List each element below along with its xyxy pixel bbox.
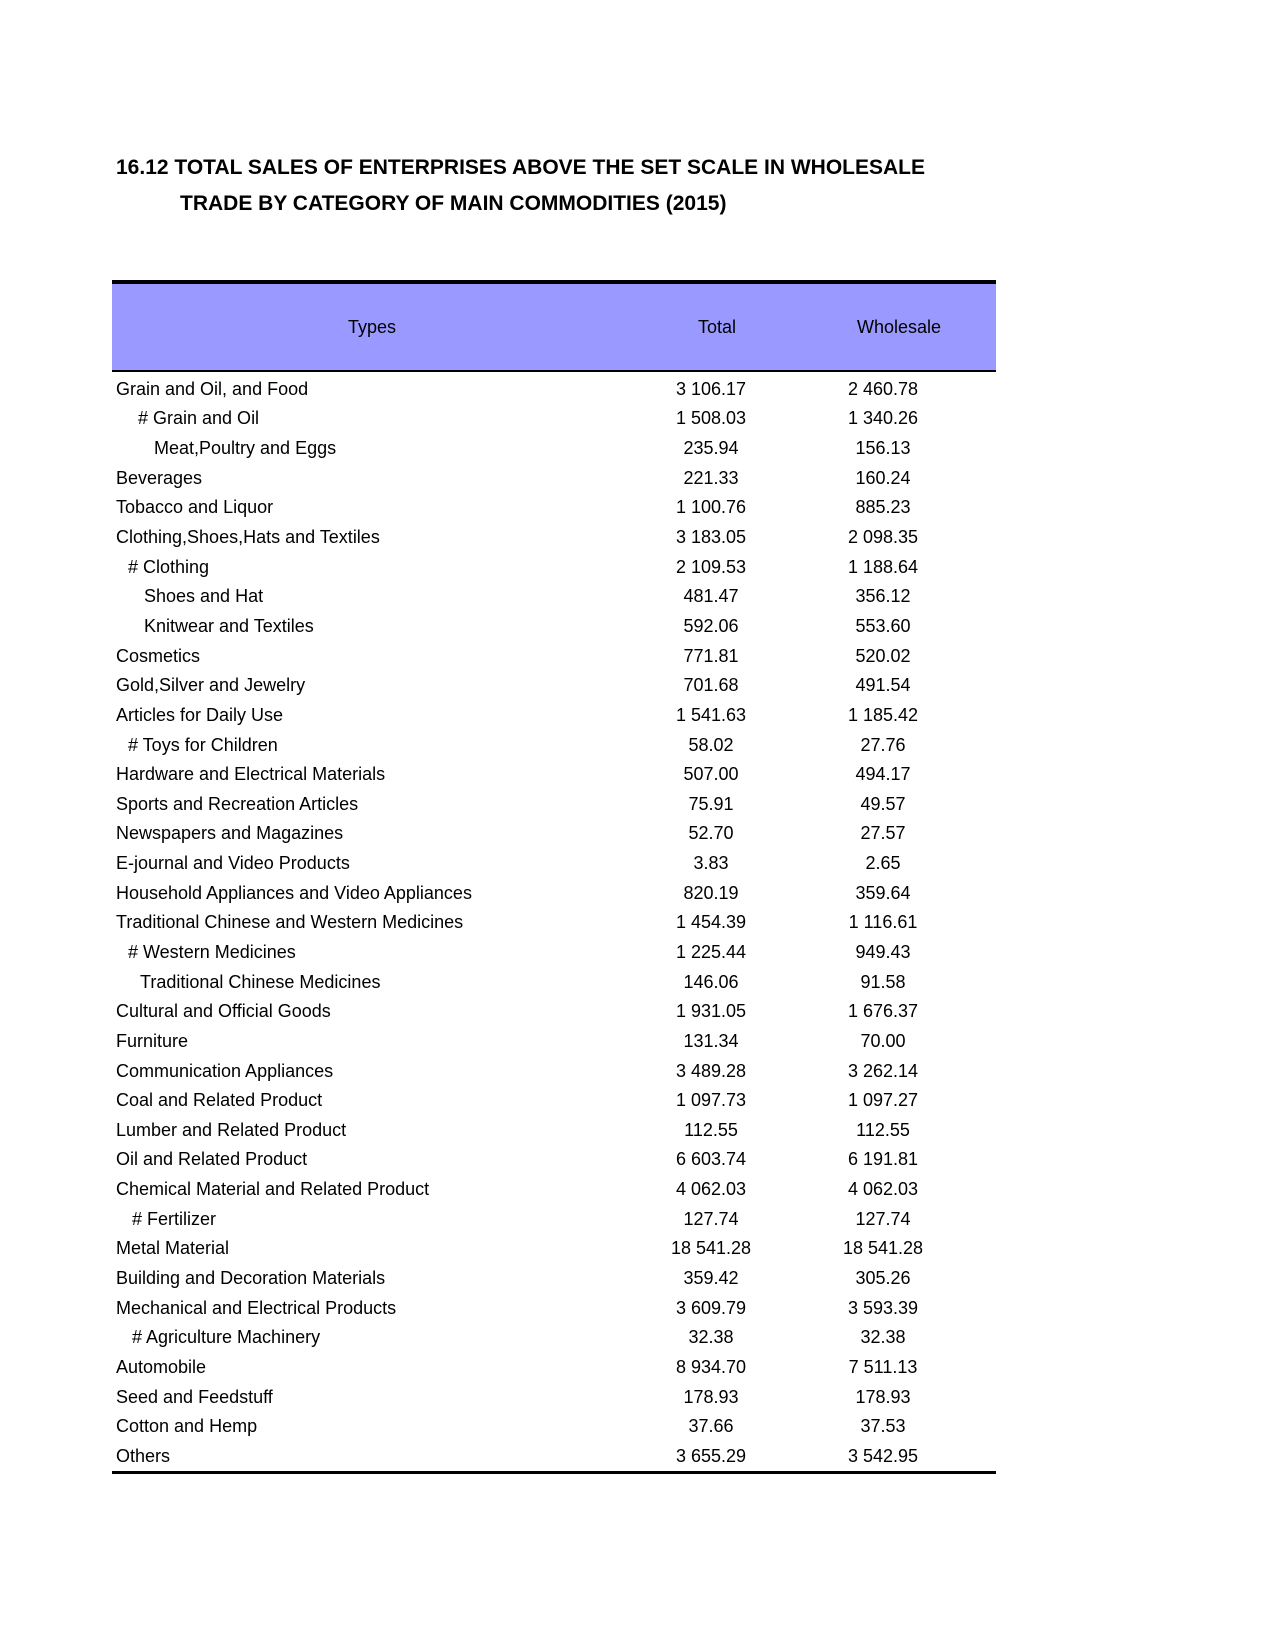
row-type: Articles for Daily Use [116, 704, 284, 725]
row-total: 52.70 [688, 823, 734, 844]
row-type: Tobacco and Liquor [116, 497, 274, 518]
row-type: Building and Decoration Materials [116, 1268, 386, 1289]
row-type: # Agriculture Machinery [132, 1327, 321, 1348]
row-total: 146.06 [683, 971, 739, 992]
row-total: 235.94 [683, 438, 739, 459]
row-type: Cultural and Official Goods [116, 1001, 331, 1022]
row-type: Oil and Related Product [116, 1149, 308, 1170]
table-row [112, 1174, 996, 1204]
row-wholesale: 178.93 [855, 1386, 911, 1407]
table-body [112, 371, 996, 1472]
table-row [112, 819, 996, 849]
table-row [112, 463, 996, 493]
row-wholesale: 18 541.28 [842, 1238, 924, 1259]
row-type: # Toys for Children [128, 734, 278, 755]
row-total: 507.00 [683, 764, 739, 785]
header-wholesale: Wholesale [802, 282, 996, 371]
row-type: Meat,Poultry and Eggs [154, 438, 337, 459]
row-total: 771.81 [683, 645, 739, 666]
row-type: Knitwear and Textiles [144, 615, 314, 636]
row-type: Coal and Related Product [116, 1090, 323, 1111]
table-row [112, 1263, 996, 1293]
table-row [112, 1441, 996, 1472]
row-type: Furniture [116, 1030, 189, 1051]
row-total: 481.47 [683, 586, 739, 607]
row-type: Hardware and Electrical Materials [116, 764, 386, 785]
row-wholesale: 1 116.61 [848, 912, 918, 933]
row-type: Metal Material [116, 1238, 230, 1259]
row-wholesale: 7 511.13 [848, 1356, 918, 1377]
table-row [112, 908, 996, 938]
row-type: Seed and Feedstuff [116, 1386, 273, 1407]
table-row [112, 581, 996, 611]
row-total: 1 100.76 [675, 497, 747, 518]
row-wholesale: 70.00 [860, 1030, 906, 1051]
row-type: Communication Appliances [116, 1060, 334, 1081]
table-row [112, 371, 996, 404]
row-type: Others [112, 1441, 632, 1472]
row-total: 1 508.03 [675, 408, 747, 429]
row-total: 58.02 [688, 734, 734, 755]
row-wholesale: 1 188.64 [847, 556, 919, 577]
row-wholesale: 1 185.42 [847, 704, 919, 725]
row-total: 820.19 [683, 882, 739, 903]
row-wholesale: 127.74 [855, 1208, 911, 1229]
table-row [112, 641, 996, 671]
row-total: 3 106.17 [675, 378, 747, 399]
row-type: Cosmetics [116, 645, 201, 666]
title-line-2: TRADE BY CATEGORY OF MAIN COMMODITIES (2015) [180, 192, 727, 215]
row-total: 37.66 [688, 1416, 734, 1437]
row-total: 131.34 [683, 1030, 739, 1051]
row-wholesale: 6 191.81 [847, 1149, 919, 1170]
row-wholesale: 27.76 [860, 734, 906, 755]
row-type: Lumber and Related Product [116, 1119, 347, 1140]
row-type: Household Appliances and Video Appliances [116, 882, 472, 903]
row-wholesale: 553.60 [855, 615, 911, 636]
table-row [112, 848, 996, 878]
table-row [112, 996, 996, 1026]
header-total: Total [632, 282, 802, 371]
table-row [112, 1323, 996, 1353]
row-wholesale: 1 340.26 [847, 408, 919, 429]
row-wholesale: 2 460.78 [847, 378, 919, 399]
table-row [112, 1115, 996, 1145]
row-total: 3 183.05 [675, 527, 747, 548]
row-type: # Grain and Oil [138, 408, 260, 429]
row-wholesale: 491.54 [855, 675, 911, 696]
row-total: 18 541.28 [670, 1238, 752, 1259]
row-total: 3 489.28 [675, 1060, 747, 1081]
row-wholesale: 520.02 [855, 645, 911, 666]
title-line-1: 16.12 TOTAL SALES OF ENTERPRISES ABOVE THE SET SCALE IN WHOLESALE [116, 156, 926, 179]
row-total: 1 225.44 [675, 941, 747, 962]
row-total: 359.42 [683, 1268, 739, 1289]
row-type: Chemical Material and Related Product [116, 1179, 430, 1200]
row-total: 2 109.53 [675, 556, 747, 577]
row-total: 75.91 [688, 793, 734, 814]
table-row [112, 789, 996, 819]
row-total: 701.68 [683, 675, 739, 696]
row-type: Grain and Oil, and Food [116, 378, 309, 399]
table-row [112, 1026, 996, 1056]
row-type: Traditional Chinese Medicines [140, 971, 381, 992]
sales-table-container [112, 280, 996, 1474]
row-wholesale: 112.55 [856, 1119, 910, 1140]
table-row [112, 1145, 996, 1175]
row-type: # Fertilizer [132, 1208, 217, 1229]
row-total: 32.38 [688, 1327, 734, 1348]
table-row [112, 433, 996, 463]
table-row [112, 404, 996, 434]
table-row [112, 878, 996, 908]
row-wholesale: 885.23 [855, 497, 911, 518]
row-type: Traditional Chinese and Western Medicines [116, 912, 464, 933]
row-type: Automobile [116, 1356, 207, 1377]
table-row [112, 937, 996, 967]
row-wholesale: 27.57 [860, 823, 906, 844]
table-row [112, 1411, 996, 1441]
row-wholesale: 91.58 [860, 971, 906, 992]
header-row [112, 282, 996, 371]
row-wholesale: 3 262.14 [847, 1060, 919, 1081]
row-wholesale: 305.26 [855, 1268, 911, 1289]
row-type: Shoes and Hat [144, 586, 264, 607]
row-wholesale: 359.64 [855, 882, 911, 903]
row-total: 112.55 [684, 1119, 738, 1140]
row-wholesale: 1 676.37 [847, 1001, 919, 1022]
row-total: 3 655.29 [632, 1441, 802, 1472]
table-row [112, 1056, 996, 1086]
row-type: Newspapers and Magazines [116, 823, 344, 844]
table-row [112, 1352, 996, 1382]
row-total: 1 097.73 [675, 1090, 747, 1111]
row-total: 8 934.70 [675, 1356, 747, 1377]
table-header [112, 282, 996, 371]
row-total: 6 603.74 [675, 1149, 747, 1170]
row-wholesale: 1 097.27 [847, 1090, 919, 1111]
table-row [112, 522, 996, 552]
row-wholesale: 356.12 [855, 586, 911, 607]
row-total: 221.33 [683, 467, 739, 488]
row-total: 1 931.05 [675, 1001, 747, 1022]
table-row [112, 611, 996, 641]
row-wholesale: 494.17 [855, 764, 911, 785]
row-wholesale: 37.53 [860, 1416, 906, 1437]
row-type: Sports and Recreation Articles [116, 793, 359, 814]
row-wholesale: 160.24 [855, 467, 911, 488]
table-row [112, 730, 996, 760]
row-total: 127.74 [683, 1208, 739, 1229]
row-wholesale: 2.65 [865, 853, 901, 874]
row-total: 4 062.03 [675, 1179, 747, 1200]
table-row [112, 1204, 996, 1234]
table-row [112, 700, 996, 730]
header-types: Types [112, 282, 632, 371]
row-total: 3 609.79 [675, 1297, 747, 1318]
table-row [112, 552, 996, 582]
row-type: Cotton and Hemp [116, 1416, 258, 1437]
table-row [112, 1234, 996, 1264]
row-wholesale: 32.38 [860, 1327, 906, 1348]
row-total: 178.93 [683, 1386, 739, 1407]
table-row [112, 967, 996, 997]
table-row [112, 670, 996, 700]
row-type: # Clothing [128, 556, 210, 577]
row-total: 1 541.63 [675, 704, 747, 725]
table-row [112, 493, 996, 523]
row-type: Clothing,Shoes,Hats and Textiles [116, 527, 380, 548]
page-title [116, 150, 996, 222]
row-wholesale: 49.57 [860, 793, 906, 814]
table-row [112, 1085, 996, 1115]
row-type: Gold,Silver and Jewelry [116, 675, 306, 696]
row-total: 592.06 [683, 615, 739, 636]
row-total: 1 454.39 [675, 912, 747, 933]
row-wholesale: 949.43 [855, 941, 911, 962]
row-wholesale: 3 542.95 [802, 1441, 996, 1472]
row-type: # Western Medicines [128, 941, 296, 962]
table-row [112, 1382, 996, 1412]
row-total: 3.83 [693, 853, 729, 874]
row-type: Beverages [116, 467, 203, 488]
row-type: Mechanical and Electrical Products [116, 1297, 397, 1318]
sales-table [112, 280, 996, 1474]
table-row [112, 759, 996, 789]
table-row [112, 1293, 996, 1323]
row-type: E-journal and Video Products [116, 853, 350, 874]
row-wholesale: 2 098.35 [847, 527, 919, 548]
row-wholesale: 156.13 [855, 438, 911, 459]
row-wholesale: 3 593.39 [847, 1297, 919, 1318]
row-wholesale: 4 062.03 [847, 1179, 919, 1200]
